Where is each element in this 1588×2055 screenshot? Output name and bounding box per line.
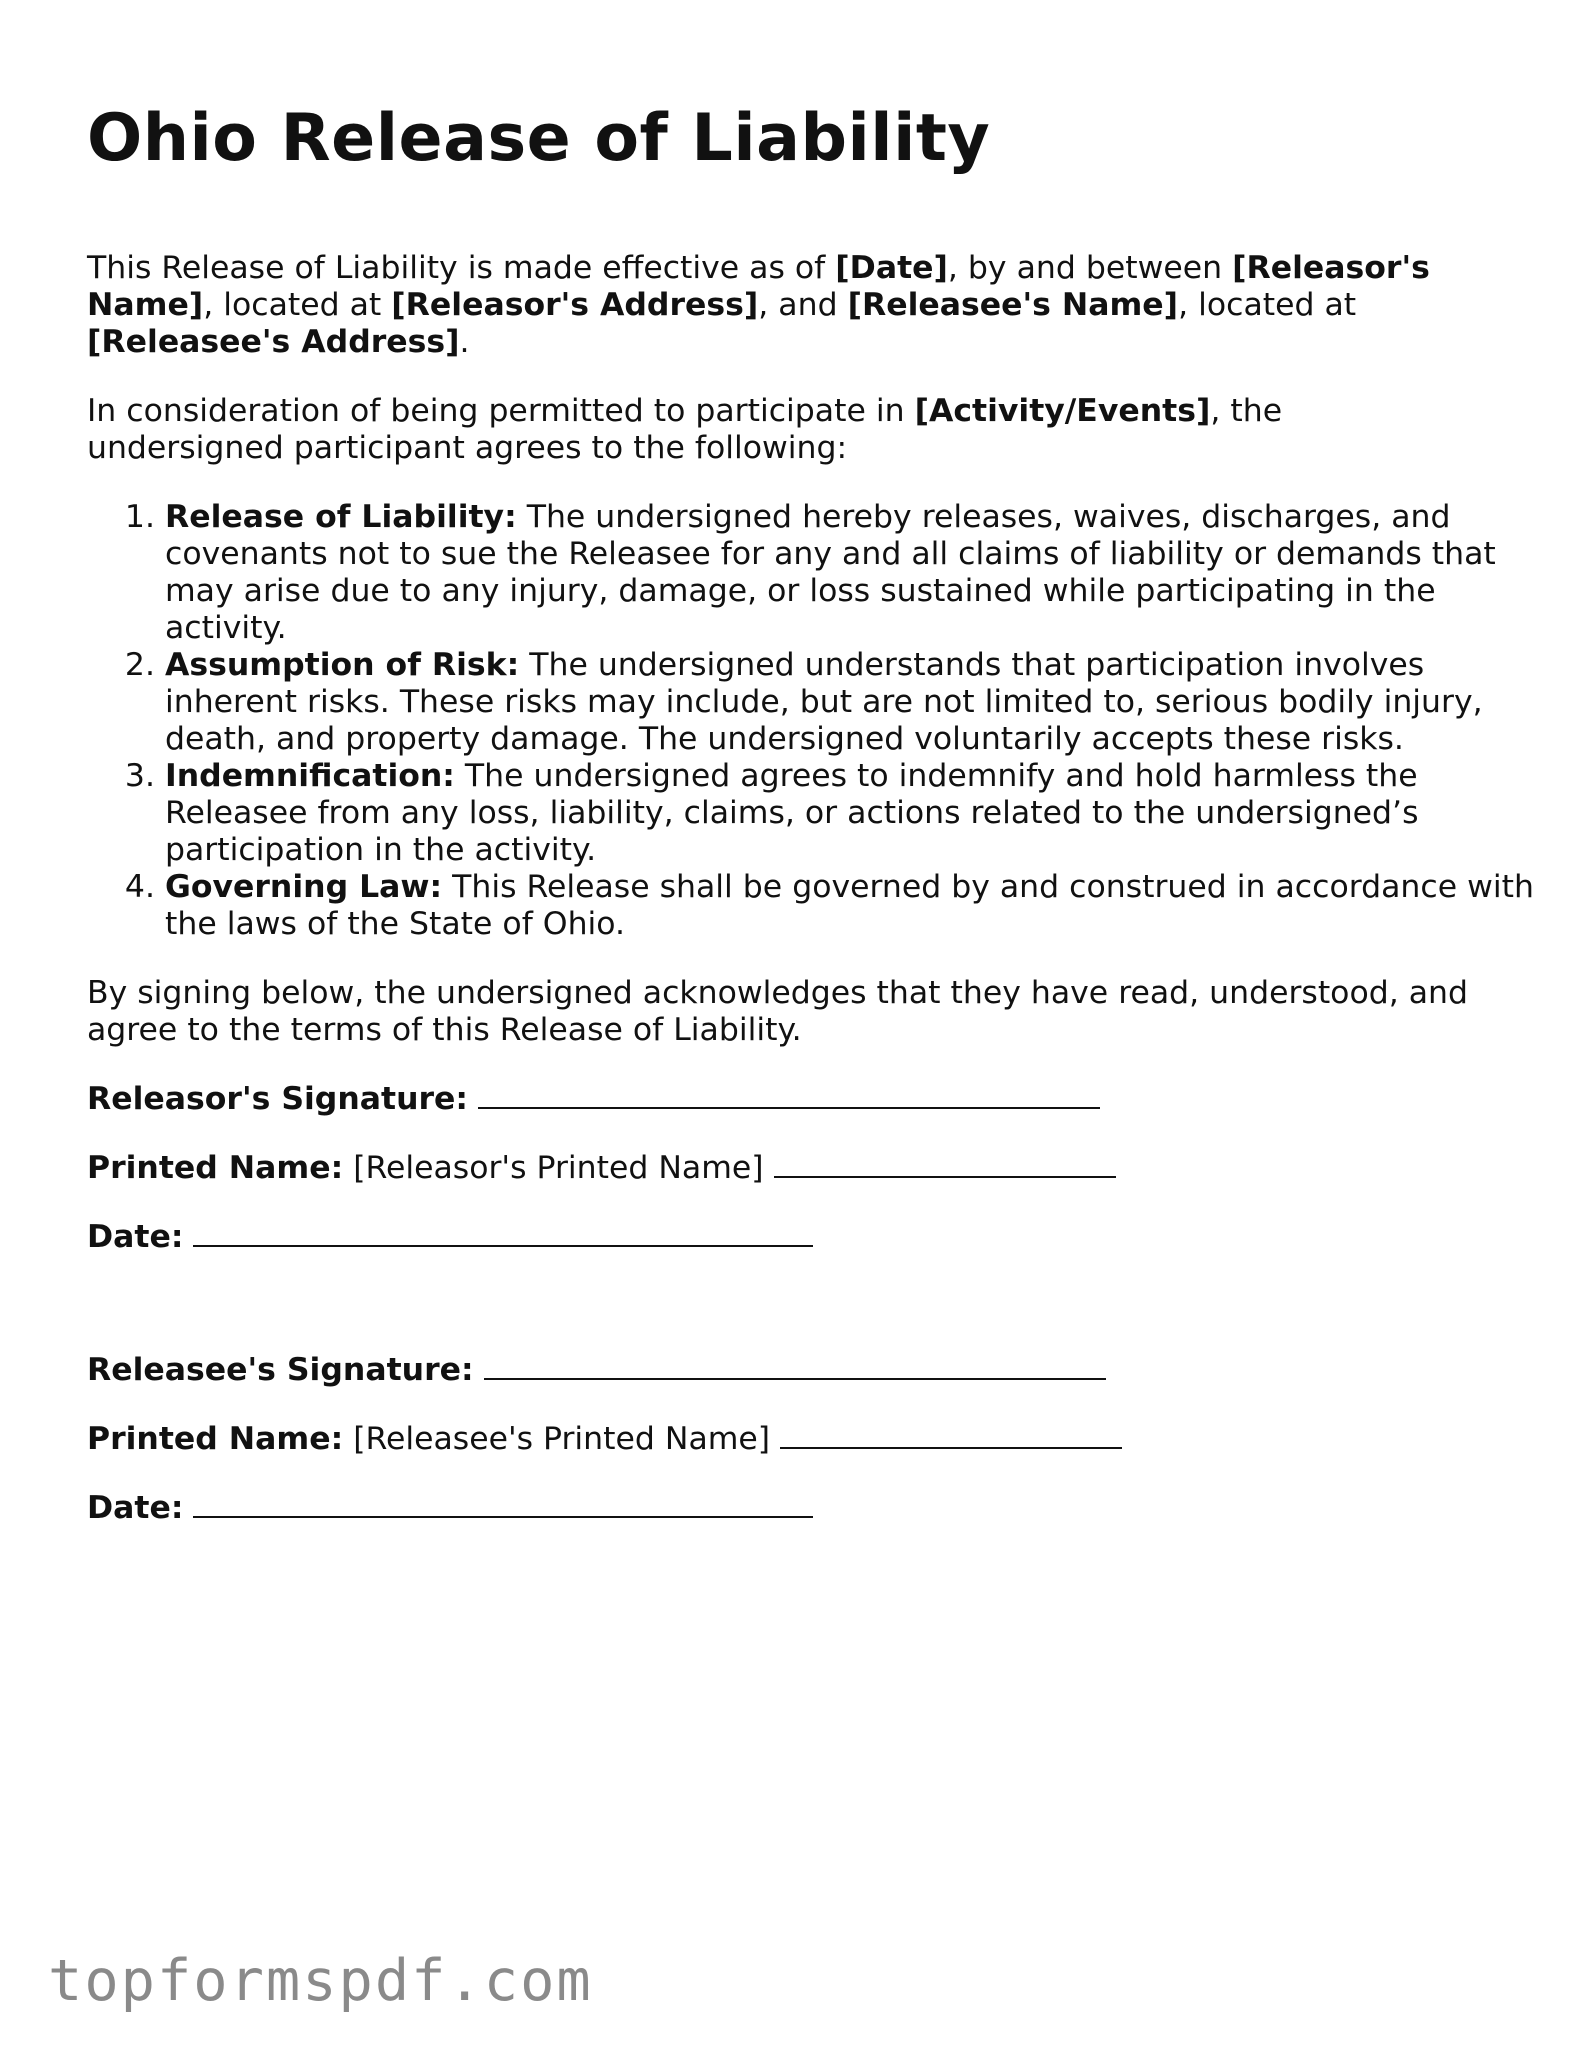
releasor-signature-line[interactable]: Releasor's Signature: <box>87 1081 1487 1118</box>
releasor-name-placeholder: [Releasor's Name] <box>87 250 1430 323</box>
document-page <box>87 100 1534 1527</box>
releasee-printed-name-line[interactable]: Printed Name: [Releasee's Printed Name] <box>87 1421 1487 1458</box>
watermark: topformspdf.com <box>48 1948 593 2014</box>
date-placeholder: [Date] <box>835 250 948 286</box>
releasee-date-line[interactable]: Date: <box>87 1490 1487 1527</box>
term-assumption-of-risk: 2. Assumption of Risk: The undersigned understands that participation involves inherent risks. These risks may include, but are not limited to, serious bodily injury, death, and property damage. The undersigned voluntarily accepts these risks. <box>165 647 1563 758</box>
acknowledgement-paragraph: By signing below, the undersigned acknowledges that they have read, understood, and agree to the terms of this Release of Liability. <box>87 975 1469 1048</box>
term-governing-law: 4. Governing Law: This Release shall be governed by and construed in accordance with the laws of the State of Ohio. <box>165 869 1563 943</box>
releasor-printed-name-line[interactable]: Printed Name: [Releasor's Printed Name] <box>87 1150 1487 1187</box>
releasee-signature-blank[interactable] <box>484 1352 1106 1380</box>
releasee-signature-line[interactable]: Releasee's Signature: <box>87 1352 1487 1389</box>
releasor-signature-blank[interactable] <box>478 1081 1100 1109</box>
terms-list <box>87 499 1563 943</box>
activity-placeholder: [Activity/Events] <box>914 393 1211 429</box>
releasor-date-line[interactable]: Date: <box>87 1219 1487 1256</box>
releasee-address-placeholder: [Releasee's Address] <box>87 324 460 360</box>
consideration-paragraph: In consideration of being permitted to participate in [Activity/Events], the undersigned participant agrees to the following: <box>87 393 1283 466</box>
releasor-date-blank[interactable] <box>193 1219 813 1247</box>
term-indemnification: 3. Indemnification: The undersigned agrees to indemnify and hold harmless the Releasee from any loss, liability, claims, or actions related to the undersigned’s participation in the activity. <box>165 758 1563 869</box>
releasee-name-placeholder: [Releasee's Name] <box>847 287 1179 323</box>
term-release-of-liability: 1. Release of Liability: The undersigned hereby releases, waives, discharges, and covenants not to sue the Releasee for any and all claims of liability or demands that may arise due to any injury, damage, or loss sustained while participating in the activity. <box>165 499 1563 647</box>
document-title: Ohio Release of Liability <box>87 101 991 176</box>
intro-paragraph: This Release of Liability is made effective as of [Date], by and between [Releasor's Name], located at [Releasor's Address], and [Releasee's Name], located at [Releasee's Address]. <box>87 250 1430 360</box>
releasee-date-blank[interactable] <box>193 1490 813 1518</box>
releasor-printed-name-blank[interactable] <box>774 1150 1116 1178</box>
releasor-address-placeholder: [Releasor's Address] <box>391 287 759 323</box>
releasee-printed-name-blank[interactable] <box>780 1421 1122 1449</box>
